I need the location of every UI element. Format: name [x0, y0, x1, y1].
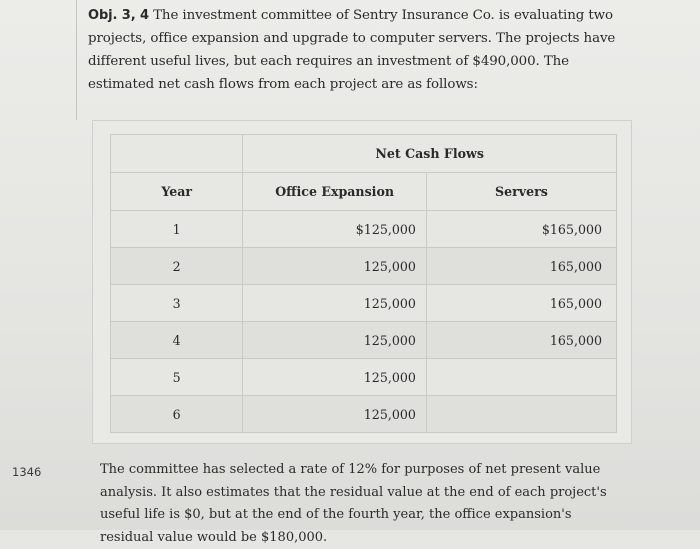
- servers-cell: $165,000: [426, 211, 616, 248]
- office-expansion-header: Office Expansion: [243, 173, 427, 211]
- servers-cell: 165,000: [426, 322, 616, 359]
- year-cell: 4: [111, 322, 243, 359]
- year-cell: 2: [111, 248, 243, 285]
- year-cell: 6: [111, 396, 243, 433]
- table-row: [111, 248, 617, 285]
- office-cell: 125,000: [243, 359, 427, 396]
- servers-cell: [426, 396, 616, 433]
- table-row: [111, 359, 617, 396]
- office-cell: 125,000: [243, 248, 427, 285]
- office-cell: 125,000: [243, 285, 427, 322]
- servers-cell: 165,000: [426, 248, 616, 285]
- intro-text: The investment committee of Sentry Insurance Co. is evaluating two projects, office expansion and upgrade to computer servers. The projects have different useful lives, but each requires an investment of $490,000. The estimated net cash flows from each project are as follows:: [88, 8, 616, 92]
- table-row: [111, 211, 617, 248]
- year-cell: 1: [111, 211, 243, 248]
- office-cell: 125,000: [243, 322, 427, 359]
- year-header: Year: [111, 173, 243, 211]
- problem-continuation: The committee has selected a rate of 12% for purposes of net present value analysis. It also estimates that the residual value at the end of each project's useful life is $0, but at the end of the fourth year, the office expansion's residual value would be $180,000.: [100, 462, 607, 545]
- servers-cell: [426, 359, 616, 396]
- net-cash-flows-table: [110, 134, 617, 433]
- problem-intro: [88, 4, 628, 96]
- servers-cell: 165,000: [426, 285, 616, 322]
- table-column-header-row: [111, 173, 617, 211]
- page-number: 1346: [12, 465, 42, 479]
- office-cell: 125,000: [243, 396, 427, 433]
- servers-header: Servers: [426, 173, 616, 211]
- year-cell: 5: [111, 359, 243, 396]
- empty-header-cell: [111, 135, 243, 173]
- office-cell: $125,000: [243, 211, 427, 248]
- table-row: [111, 396, 617, 433]
- table-row: [111, 285, 617, 322]
- net-cash-flows-header: Net Cash Flows: [243, 135, 617, 173]
- table-group-header-row: [111, 135, 617, 173]
- year-cell: 3: [111, 285, 243, 322]
- table-row: [111, 322, 617, 359]
- margin-rule: [76, 0, 77, 120]
- objective-label: Obj. 3, 4: [88, 8, 149, 23]
